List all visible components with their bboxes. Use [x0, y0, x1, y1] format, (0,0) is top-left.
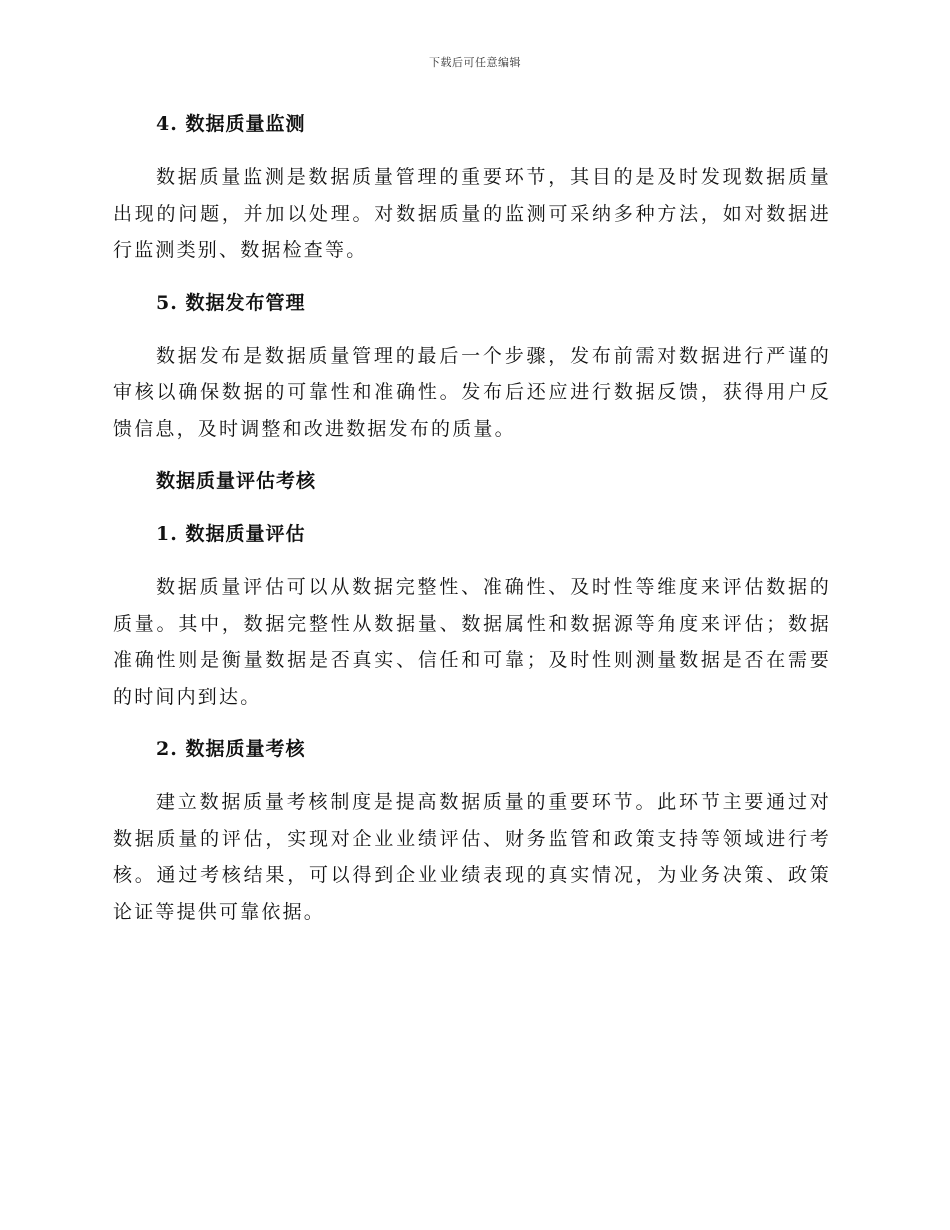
paragraph-data-quality-monitoring: 数据质量监测是数据质量管理的重要环节，其目的是及时发现数据质量出现的问题，并加以处理。对数据质量的监测可采纳多种方法，如对数据进行监测类别、数据检查等。 — [113, 166, 831, 261]
paragraph-data-publishing: 数据发布是数据质量管理的最后一个步骤，发布前需对数据进行严谨的审核以确保数据的可靠性和准确性。发布后还应进行数据反馈，获得用户反馈信息，及时调整和改进数据发布的质量。 — [113, 344, 831, 440]
section-heading-data-quality-monitoring: 4. 数据质量监测 — [156, 113, 306, 135]
paragraph-quality-assessment: 建立数据质量考核制度是提高数据质量的重要环节。此环节主要通过对数据质量的评估，实现对企业业绩评估、财务监管和政策支持等领域进行考核。通过考核结果，可以得到企业业绩表现的真实情况，为业务决策、政策论证等提供可靠依据。 — [113, 791, 831, 923]
section-heading-data-publishing: 5. 数据发布管理 — [156, 291, 306, 314]
document-body — [113, 106, 831, 930]
section-heading-quality-assessment: 2. 数据质量考核 — [156, 738, 306, 760]
page-header-note: 下载后可任意编辑 — [429, 56, 521, 69]
section-heading-quality-evaluation: 1. 数据质量评估 — [156, 523, 306, 545]
section-heading-assessment: 数据质量评估考核 — [156, 470, 317, 492]
paragraph-quality-evaluation: 数据质量评估可以从数据完整性、准确性、及时性等维度来评估数据的质量。其中，数据完整性从数据量、数据属性和数据源等角度来评估；数据准确性则是衡量数据是否真实、信任和可靠；及时性则测量数据是否在需要的时间内到达。 — [113, 576, 831, 708]
